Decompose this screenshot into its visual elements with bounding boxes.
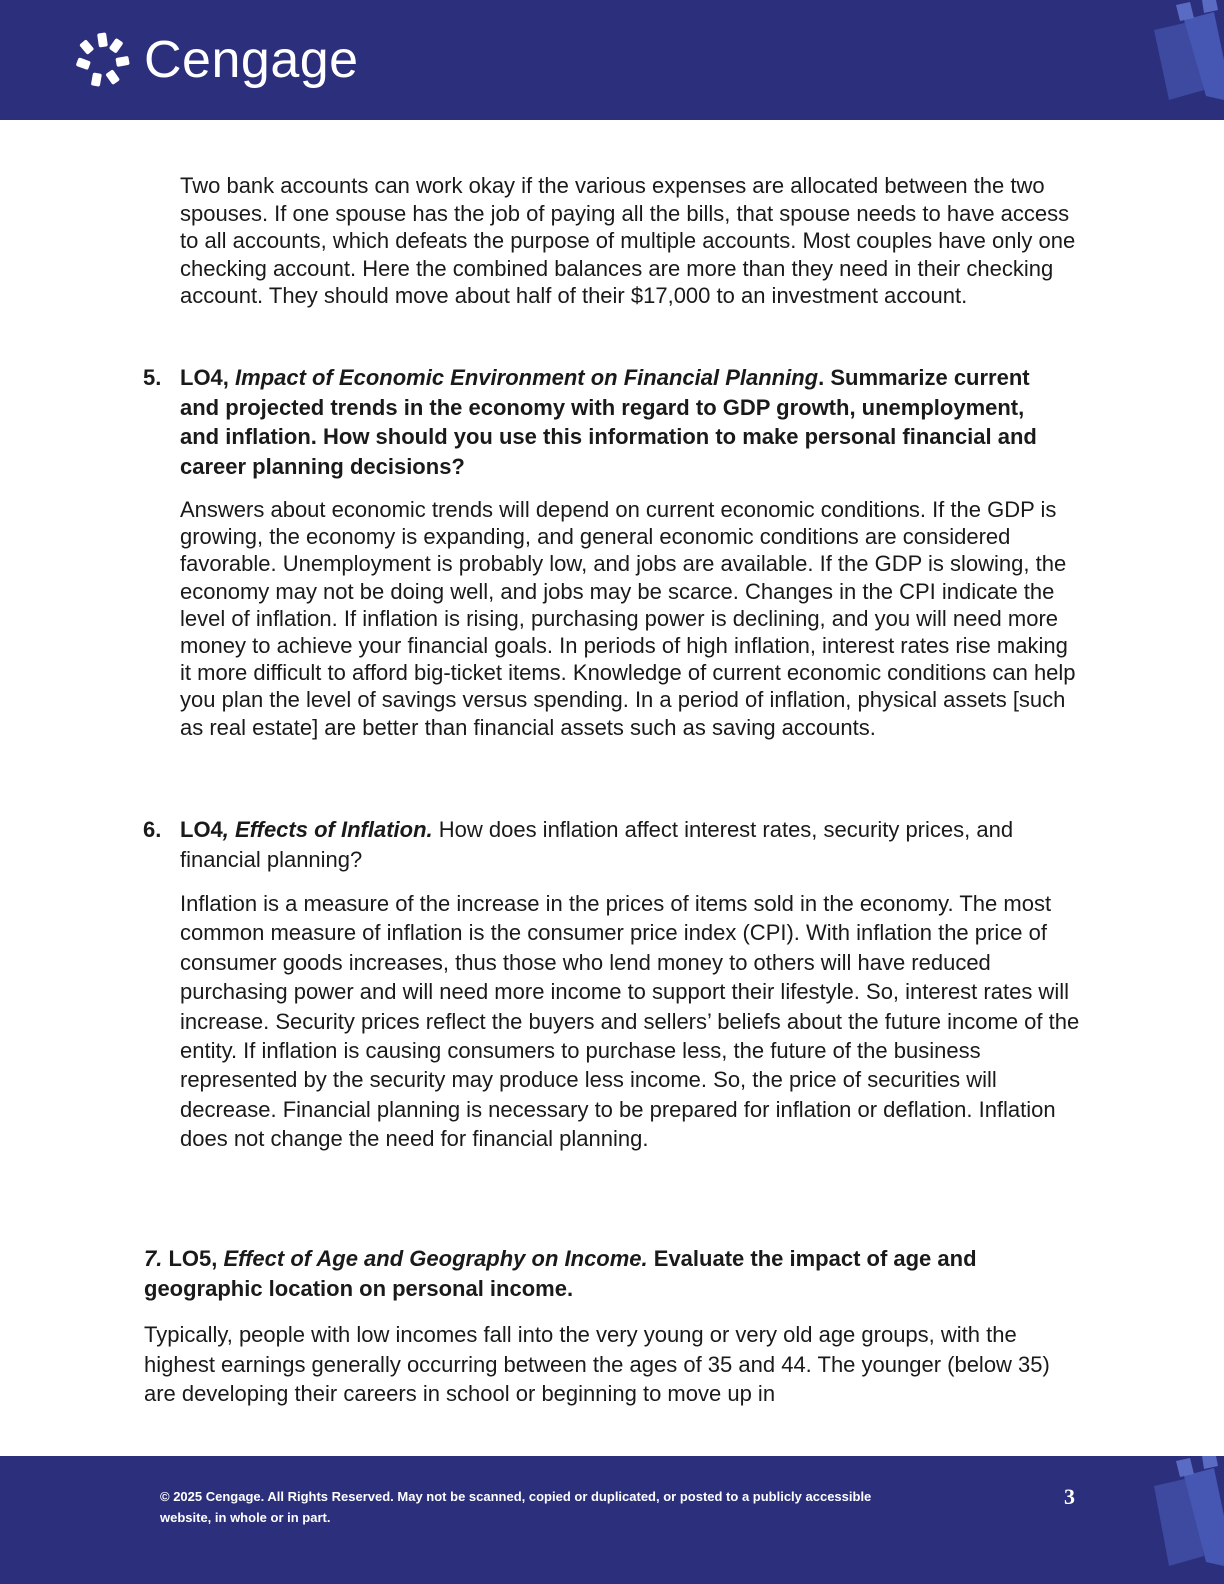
learning-objective: LO4 [180, 817, 223, 842]
learning-objective: LO4, [180, 365, 229, 390]
question-number: 6. [143, 817, 162, 842]
answer-paragraph-6: Inflation is a measure of the increase in the prices of items sold in the economy. The most common measure of inflation is the consumer price index (CPI). With inflation the price of consumer goods increases, thus those who lend money to others will have reduced purchasing power and will need more income to support their lifestyle. So, interest rates will increase. Security prices reflect the buyers and sellers’ beliefs about the future income of the entity. If inflation is causing consumers to purchase less, the future of the business represented by the security may produce less income. So, the price of securities will decrease. Financial planning is necessary to be prepared for inflation or deflation. Inflation does not change the need for financial planning. [180, 891, 1080, 1152]
question-5 [143, 363, 1060, 481]
decorative-corner-shape [1134, 0, 1224, 120]
question-6 [143, 815, 1080, 874]
cengage-burst-icon [74, 31, 132, 89]
question-topic: , Effects of Inflation. [222, 817, 433, 842]
question-topic: Effect of Age and Geography on Income. [217, 1246, 648, 1271]
cengage-logo [74, 30, 359, 90]
answer-paragraph-4: Two bank accounts can work okay if the various expenses are allocated between the two spouses. If one spouse has the job of paying all the bills, that spouse needs to have access to all accounts, which defeats the purpose of multiple accounts. Most couples have only one checking account. Here the combined balances are more than they need in their checking account. They should move about half of their $17,000 to an investment account. [180, 173, 1076, 308]
page-number: 3 [1064, 1484, 1075, 1509]
question-number: 5. [143, 365, 162, 390]
brand-name: Cengage [144, 31, 359, 89]
copyright-notice: © 2025 Cengage. All Rights Reserved. May not be scanned, copied or duplicated, or posted to a publicly accessible website, in whole or in part. [160, 1489, 872, 1525]
learning-objective: LO5, [162, 1246, 218, 1271]
page-footer [0, 1456, 1224, 1584]
question-text: Evaluate the impact of age and geographic location on personal income. [144, 1246, 977, 1301]
question-text: How does inflation affect interest rates, security prices, and financial planning? [180, 817, 1014, 872]
answer-paragraph-5: Answers about economic trends will depend on current economic conditions. If the GDP is growing, the economy is expanding, and general economic conditions are considered favorable. Unemployment is probably low, and jobs are available. If the GDP is slowing, the economy may not be doing well, and jobs may be scarce. Changes in the CPI indicate the level of inflation. If inflation is rising, purchasing power is declining, and you will need more money to achieve your financial goals. In periods of high inflation, interest rates rise making it more difficult to afford big-ticket items. Knowledge of current economic conditions can help you plan the level of savings versus spending. In a period of inflation, physical assets [such as real estate] are better than financial assets such as saving accounts. [180, 497, 1076, 740]
page-header [0, 0, 1224, 120]
decorative-corner-shape [1134, 1456, 1224, 1584]
question-text: . Summarize current and projected trends in the economy with regard to GDP growth, unemployment, and inflation. How should you use this information to make personal financial and career planning decisions? [180, 365, 1037, 479]
question-number: 7. [144, 1246, 163, 1271]
question-topic: Impact of Economic Environment on Financial Planning [235, 365, 819, 390]
answer-paragraph-7: Typically, people with low incomes fall into the very young or very old age groups, with the highest earnings generally occurring between the ages of 35 and 44. The younger (below 35) are developing their careers in school or beginning to move up in [144, 1322, 1050, 1406]
question-7 [144, 1244, 1084, 1303]
